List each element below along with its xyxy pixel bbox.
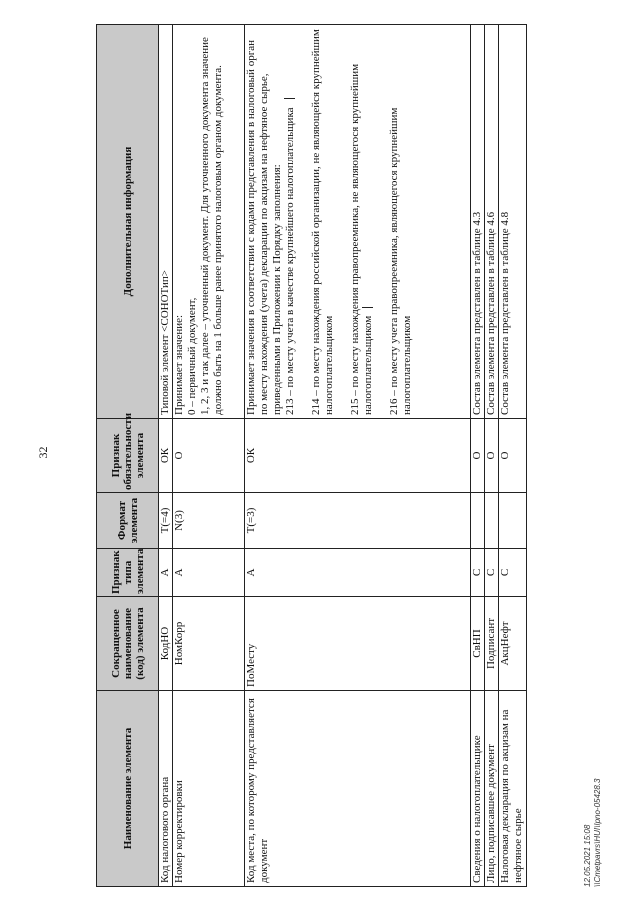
cell-type: А xyxy=(245,549,471,597)
header-name: Наименование элемента xyxy=(97,691,159,887)
info-line: 1, 2, 3 и так далее – уточненный документ. Для уточненного документа значение должно быть на 1 больше ранее принятого налоговым органом документа. xyxy=(199,37,224,415)
cell-required: ОК xyxy=(245,419,471,493)
page-number: 32 xyxy=(36,446,50,459)
cell-format: T(=3) xyxy=(245,493,471,549)
cell-type: С xyxy=(471,549,485,597)
stamp-path: \\Cmetpavrs\HUI\Ipno-05428.3 xyxy=(593,778,602,887)
header-code: Сокращенное наименование (код) элемента xyxy=(97,597,159,691)
table-row xyxy=(159,25,173,887)
cell-format xyxy=(499,493,527,549)
info-line: Состав элемента представлен в таблице 4.3 xyxy=(471,211,483,415)
cell-name: Лицо, подписавшее документ xyxy=(485,691,499,887)
cell-info xyxy=(471,25,485,419)
cell-required: О xyxy=(173,419,245,493)
cell-code: СвНП xyxy=(471,597,485,691)
cell-info xyxy=(245,25,471,419)
header-format: Формат элемента xyxy=(97,493,159,549)
info-line: 214 – по месту нахождения российской организации, не являющейся крупнейшим налогоплательщиком xyxy=(310,29,335,415)
print-stamp xyxy=(583,779,603,888)
cell-required: О xyxy=(499,419,527,493)
table-row xyxy=(471,25,485,887)
cell-code: ПоМесту xyxy=(245,597,471,691)
table-row xyxy=(245,25,471,887)
info-line: 216 – по месту учета правопреемника, являющегося крупнейшим налогоплательщиком xyxy=(388,107,413,415)
info-line: Принимает значение: xyxy=(173,314,185,415)
cell-name: Код места, по которому представляется документ xyxy=(245,691,471,887)
info-line: 213 – по месту учета в качестве крупнейшего налогоплательщика xyxy=(284,28,297,415)
info-line: 215 – по месту нахождения правопреемника, не являющегося крупнейшим налогоплательщиком xyxy=(349,28,375,415)
cell-info xyxy=(485,25,499,419)
info-line: Состав элемента представлен в таблице 4.6 xyxy=(485,211,497,415)
info-line: Принимает значения в соответствии с кодами представления в налоговый орган по месту нахождения (учета) декларации по акцизам на нефтяное сырье, приведенными в Приложении к Порядку заполнения: xyxy=(245,40,283,415)
cell-info xyxy=(499,25,527,419)
header-info: Дополнительная информация xyxy=(97,25,159,419)
cell-required: О xyxy=(485,419,499,493)
cell-format: N(3) xyxy=(173,493,245,549)
header-required: Признак обязательности элемента xyxy=(97,419,159,493)
info-line: Типовой элемент <СОНОТип> xyxy=(159,270,171,415)
cell-name: Налоговая декларация по акцизам на нефтяное сырье xyxy=(499,691,527,887)
cell-type: А xyxy=(159,549,173,597)
cell-format xyxy=(471,493,485,549)
table-row xyxy=(485,25,499,887)
cell-code: КодНО xyxy=(159,597,173,691)
cell-code: Подписант xyxy=(485,597,499,691)
cell-type: С xyxy=(499,549,527,597)
header-type: Признак типа элемента xyxy=(97,549,159,597)
cell-info xyxy=(173,25,245,419)
cell-name: Номер корректировки xyxy=(173,691,245,887)
cell-name: Сведения о налогоплательщике xyxy=(471,691,485,887)
cell-required: О xyxy=(471,419,485,493)
cell-info xyxy=(159,25,173,419)
info-line: 0 – первичный документ, xyxy=(186,297,198,415)
cell-code: АкцНефт xyxy=(499,597,527,691)
stamp-date: 12.05.2021 15:08 xyxy=(583,824,592,887)
cell-code: НомКорр xyxy=(173,597,245,691)
cell-format xyxy=(485,493,499,549)
cell-required: ОК xyxy=(159,419,173,493)
cell-type: А xyxy=(173,549,245,597)
cell-format: T(=4) xyxy=(159,493,173,549)
element-table xyxy=(96,24,527,887)
table-row xyxy=(499,25,527,887)
info-line: Состав элемента представлен в таблице 4.8 xyxy=(499,211,511,415)
cell-type: С xyxy=(485,549,499,597)
table-row xyxy=(173,25,245,887)
cell-name: Код налогового органа xyxy=(159,691,173,887)
